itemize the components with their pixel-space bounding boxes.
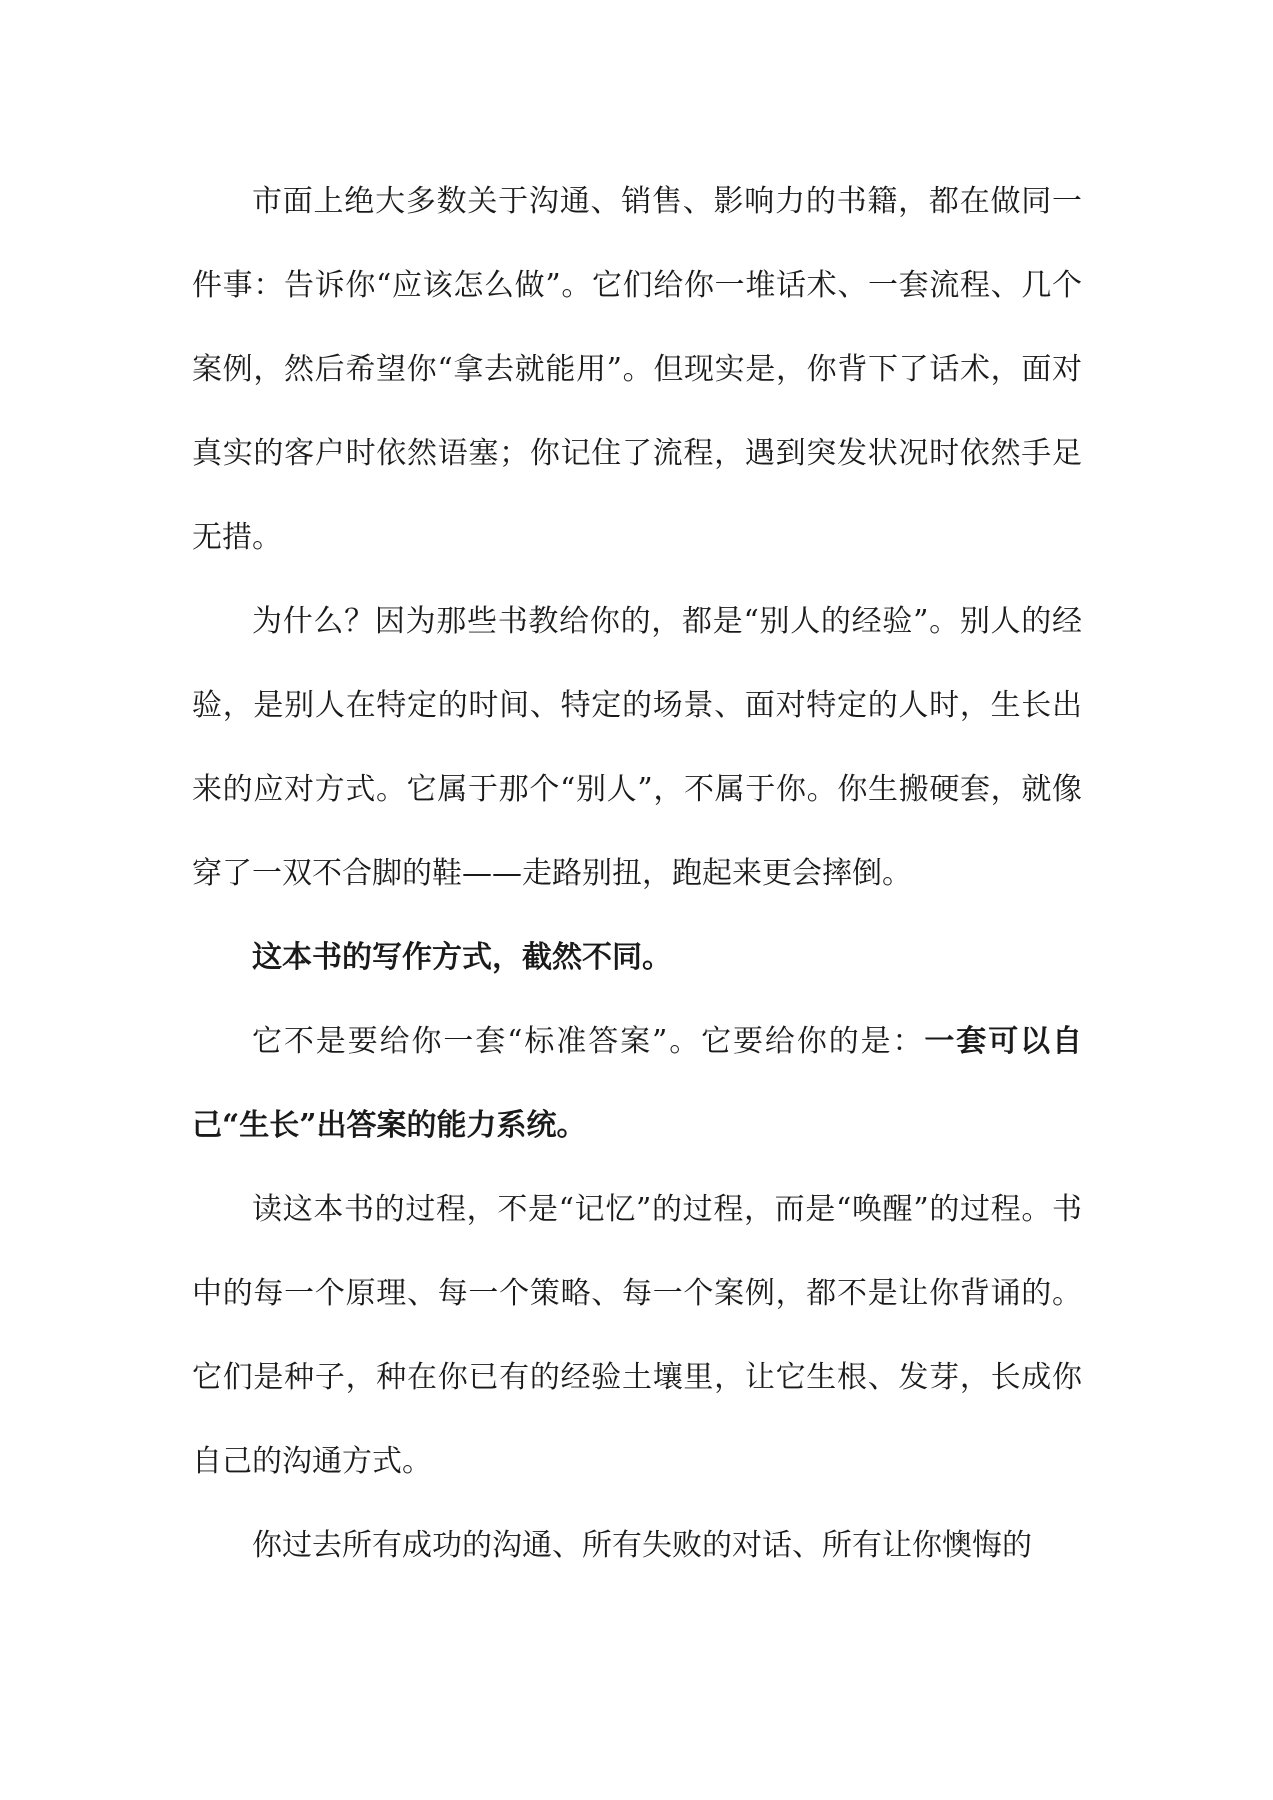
paragraph-4 <box>192 1000 1082 1168</box>
paragraph-5-text: 读这本书的过程，不是“记忆”的过程，而是“唤醒”的过程。书中的每一个原理、每一个策略、每一个案例，都不是让你背诵的。它们是种子，种在你已有的经验土壤里，让它生根、发芽，长成你自己的沟通方式。 <box>192 1192 1082 1479</box>
paragraph-4-text: 它不是要给你一套“标准答案”。它要给你的是： <box>252 1024 925 1059</box>
paragraph-6 <box>192 1504 1082 1588</box>
paragraph-1-text: 市面上绝大多数关于沟通、销售、影响力的书籍，都在做同一件事：告诉你“应该怎么做”。它们给你一堆话术、一套流程、几个案例，然后希望你“拿去就能用”。但现实是，你背下了话术，面对真实的客户时依然语塞；你记住了流程，遇到突发状况时依然手足无措。 <box>192 184 1082 555</box>
paragraph-2-text: 为什么？因为那些书教给你的，都是“别人的经验”。别人的经验，是别人在特定的时间、特定的场景、面对特定的人时，生长出来的应对方式。它属于那个“别人”，不属于你。你生搬硬套，就像穿了一双不合脚的鞋——走路别扭，跑起来更会摔倒。 <box>192 604 1082 891</box>
paragraph-5 <box>192 1168 1082 1504</box>
paragraph-6-text: 你过去所有成功的沟通、所有失败的对话、所有让你懊悔的 <box>252 1528 1032 1563</box>
paragraph-2 <box>192 580 1082 916</box>
paragraph-3-text: 这本书的写作方式，截然不同。 <box>252 940 672 975</box>
paragraph-4-bold-text: 一套可以自己“生长”出答案的能力系统。 <box>192 1024 1082 1143</box>
paragraph-3-bold-statement <box>192 916 1082 1000</box>
paragraph-1 <box>192 160 1082 580</box>
body-text <box>192 160 1082 1588</box>
